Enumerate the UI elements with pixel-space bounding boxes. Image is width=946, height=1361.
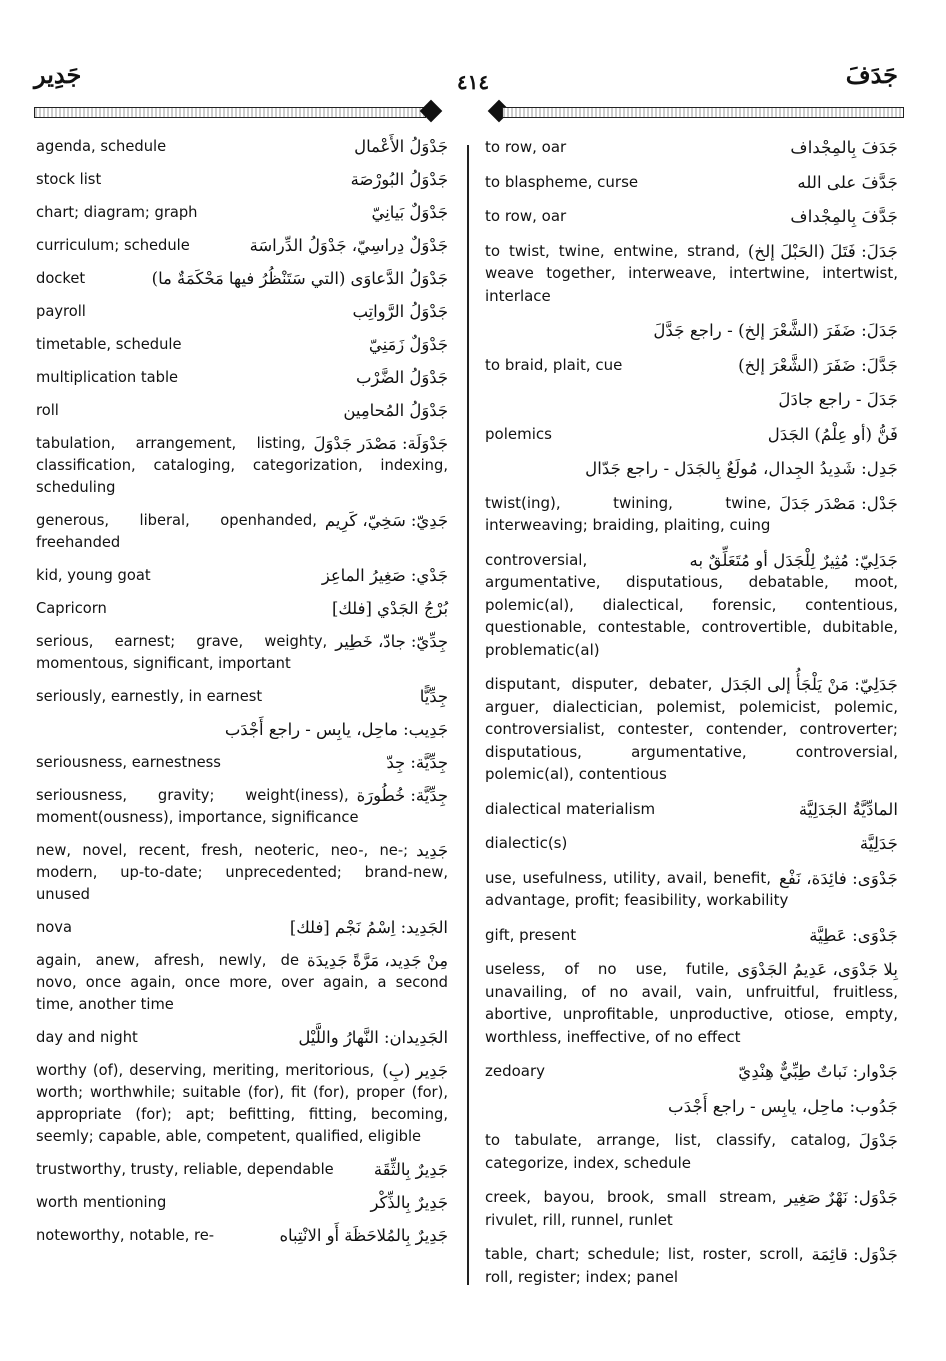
headword-arabic: جَدْوَى: عَطِيَّة (809, 924, 898, 945)
diamond-ornament-icon (420, 100, 443, 123)
dictionary-entry (485, 205, 898, 240)
dictionary-entry (485, 1060, 898, 1095)
definition-english: to row, oar (485, 138, 567, 156)
headword-arabic: جَدْوَلُ المُحامِين (343, 401, 448, 420)
headword-arabic: جَدْوَلُ البُورْصَة (350, 170, 448, 189)
dictionary-entry (485, 240, 898, 320)
definition-english: seriously, earnestly, in earnest (36, 688, 263, 705)
headword-arabic: المادِّيَّةُ الجَدَلِيَّة (798, 798, 898, 819)
definition-english: timetable, schedule (36, 336, 182, 353)
definition-english: disputant, disputer, debater, arguer, dialectician, polemist, polemicist, polemic, controversialist, contester, contender, controverter; disputatious, argumentative, controversial, polemic(al), contentious (485, 675, 898, 783)
headword-arabic: جِدِّيَّة: جِدّ (386, 753, 448, 772)
dictionary-entry (485, 136, 898, 171)
definition-english: again, anew, afresh, newly, de novo, once again, once more, over again, a second time, another time (36, 952, 448, 1013)
headword-arabic: جَدَفَ بِالمِجْداف (790, 137, 898, 157)
headword-arabic: جَدْوَلُ الرَّواتِب (352, 302, 448, 321)
cross-reference-arabic: جَدِل: شَدِيدُ الجِدال، مُولَعٌ بِالجَدَل - راجع جَدّال (585, 458, 898, 478)
headword-arabic: جَدْوَلُ الدَّعاوَى (التي سَتَنْظُرُ فيها مَحْكَمَةٌ ما) (151, 269, 448, 288)
headword-arabic: جَدِيد (416, 841, 448, 860)
dictionary-entry (485, 1095, 898, 1130)
headword-arabic: جَدْوَلُ الضَّرْب (355, 368, 448, 387)
headword-arabic: فَنُّ (أو عِلْمُ) الجَدَل (767, 423, 898, 444)
dictionary-entry (485, 1186, 898, 1243)
headword-arabic: جَدْل: مَصْدَر جَدَلَ (779, 492, 898, 513)
definition-english: payroll (36, 303, 86, 320)
dictionary-entry (485, 388, 898, 423)
definition-english: table, chart; schedule; list, roster, scroll, roll, register; index; panel (485, 1245, 804, 1286)
dictionary-entry (485, 832, 898, 867)
dictionary-entry (36, 719, 448, 752)
dictionary-entry (36, 950, 448, 1027)
headword-arabic: جَدَلِيّ: مُثِيرٌ لِلْجَدَل أو مُتَعَلِّقٌ به (689, 549, 898, 570)
dictionary-entry (36, 1159, 448, 1192)
headword-arabic: جَدِيرٌ بِالذِّكْر (370, 1193, 448, 1212)
definition-english: to twist, twine, entwine, strand, weave together, interweave, intertwine, intertwist, interlace (485, 241, 898, 305)
headword-arabic: جِدِّيّ: جادّ، خَطِير (335, 632, 448, 651)
headword-arabic: جَدَلِيَّة (859, 833, 898, 853)
dictionary-entry (36, 686, 448, 719)
dictionary-entry (36, 235, 448, 268)
headword-arabic: جَدَّفَ بِالمِجْداف (790, 206, 898, 226)
dictionary-entry (36, 565, 448, 598)
headword-arabic: جَدِيرٌ بِالمُلاحَظَة أَو الانْتِباه (279, 1226, 448, 1245)
definition-english: noteworthy, notable, re- (36, 1227, 215, 1244)
definition-english: to row, oar (485, 207, 567, 225)
dictionary-entry (485, 457, 898, 492)
headword-arabic: جَدْي: صَغِيرُ الماعِز (321, 566, 448, 585)
headword-arabic: جَدْوار: نَباتٌ طِبِّيٌّ هِنْدِيّ (738, 1061, 898, 1081)
definition-english: serious, earnest; grave, weighty, momentous, significant, important (36, 633, 328, 672)
dictionary-entry (485, 423, 898, 458)
dictionary-entry (36, 433, 448, 510)
right-column (485, 136, 898, 1300)
dictionary-entry (36, 1060, 448, 1159)
definition-english: roll (36, 402, 59, 419)
dictionary-entry (36, 917, 448, 950)
headword-arabic: بِلا جَدْوَى، عَدِيمُ الجَدْوَى (737, 959, 898, 979)
dictionary-entry (485, 171, 898, 206)
definition-english: dialectic(s) (485, 834, 568, 852)
dictionary-entry (485, 354, 898, 389)
headword-arabic: بُرْجُ الجَدْي [فلك] (331, 599, 448, 618)
definition-english: Capricorn (36, 600, 107, 617)
definition-english: dialectical materialism (485, 799, 656, 818)
definition-english: seriousness, gravity; weight(iness), moment(ousness), importance, significance (36, 787, 359, 826)
headword-arabic: مِنْ جَدِيد، مَرَّةً جَدِيدَة (307, 951, 448, 970)
headword-arabic: جَدْوَلٌ دِراسِيّ، جَدْوَلُ الدِّراسَة (249, 236, 448, 255)
headword-arabic: جَدْوَل: قائِمَة (811, 1244, 898, 1264)
definition-english: nova (36, 919, 72, 936)
definition-english: zedoary (485, 1062, 546, 1080)
headword-arabic: جَدْوَلٌ بَيانِيّ (371, 203, 448, 222)
definition-english: trustworthy, trusty, reliable, dependable (36, 1161, 334, 1178)
dictionary-entry (485, 673, 898, 798)
cross-reference-arabic: جَدِيب: ماحِل، يابِس - راجع أَجْدَب (224, 720, 448, 739)
dictionary-entry (36, 367, 448, 400)
definition-english: new, novel, recent, fresh, neoteric, neo-, ne-; modern, up-to-date; unprecedented; brand-new, unused (36, 842, 448, 903)
dictionary-entry (36, 268, 448, 301)
column-divider (467, 145, 469, 1285)
cross-reference-arabic: جَدَلَ: ضَفَرَ (الشَّعْرَ إلخ) - راجع جَدَّلَ (653, 320, 898, 340)
header-guide-word-left: جَدِير (34, 60, 82, 89)
dictionary-entry (36, 169, 448, 202)
definition-english: polemics (485, 424, 552, 443)
dictionary-entry (485, 798, 898, 833)
dictionary-entry (485, 1129, 898, 1186)
dictionary-entry (36, 752, 448, 785)
header-rule-left (34, 107, 426, 118)
header-guide-word-right: جَدَفَ (845, 60, 898, 89)
headword-arabic: جَدَلِيّ: مَنْ يَلْجَأُ إلى الجَدَل (720, 674, 898, 694)
headword-arabic: جَدَّفَ على الله (797, 171, 898, 192)
headword-arabic: الجَدِيدان: النَّهارُ واللَّيْل (298, 1028, 448, 1047)
headword-arabic: جَدْوَى: فائِدَة، نَفْع (779, 867, 898, 888)
dictionary-entry (36, 1192, 448, 1225)
headword-arabic: الجَدِيد: اِسْمُ نَجْم [فلك] (289, 918, 448, 937)
dictionary-entry (36, 1027, 448, 1060)
dictionary-entry (36, 598, 448, 631)
definition-english: to blaspheme, curse (485, 172, 639, 191)
dictionary-entry (36, 840, 448, 917)
definition-english: worthy (of), deserving, meriting, meritorious, worth; worthwhile; suitable (for), fit (for), proper (for), appropriate (for); apt; befitting, fitting, becoming, seemly; capable, able, competent, qualified, eligible (36, 1062, 448, 1145)
definition-english: agenda, schedule (36, 138, 167, 155)
definition-english: controversial, argumentative, disputatious, debatable, moot, polemic(al), dialectical, forensic, contentious, questionable, contestable, controvertible, dubitable, problematic(al) (485, 550, 898, 659)
dictionary-entry (36, 1225, 448, 1258)
headword-arabic: جَدْوَلٌ زَمَنِيّ (368, 335, 448, 354)
dictionary-entry (36, 301, 448, 334)
definition-english: to tabulate, arrange, list, classify, catalog, categorize, index, schedule (485, 1131, 851, 1172)
definition-english: multiplication table (36, 369, 179, 386)
definition-english: twist(ing), twining, twine, interweaving; braiding, plaiting, cuing (485, 493, 772, 534)
definition-english: worth mentioning (36, 1194, 167, 1211)
definition-english: chart; diagram; graph (36, 204, 198, 221)
dictionary-entry (36, 400, 448, 433)
definition-english: use, usefulness, utility, avail, benefit, advantage, profit; feasibility, workability (485, 868, 789, 909)
dictionary-entry (485, 549, 898, 674)
headword-arabic: جَدِيرٌ بِالثِّقَة (373, 1160, 448, 1179)
headword-arabic: جَدَلَ: فَتَلَ (الحَبْلَ إلخ) (747, 240, 898, 261)
dictionary-entry (485, 492, 898, 549)
definition-english: gift, present (485, 925, 577, 944)
dictionary-entry (36, 785, 448, 840)
definition-english: to braid, plait, cue (485, 355, 623, 374)
dictionary-entry (485, 867, 898, 924)
dictionary-entry (36, 631, 448, 686)
definition-english: tabulation, arrangement, listing, classification, cataloging, categorization, indexing, scheduling (36, 435, 448, 496)
headword-arabic: جَدِير (بِ) (382, 1061, 448, 1080)
headword-arabic: جَدْوَلَ (858, 1130, 898, 1150)
cross-reference-arabic: جَدَلَ - راجع جادَلَ (778, 389, 898, 409)
cross-reference-arabic: جَدُوب: ماحِل، يابِس - راجع أَجْدَب (668, 1095, 898, 1116)
dictionary-entry (36, 510, 448, 565)
dictionary-entry (36, 334, 448, 367)
dictionary-entry (485, 958, 898, 1060)
dictionary-entry (485, 1243, 898, 1300)
dictionary-entry (485, 319, 898, 354)
left-column (36, 136, 448, 1258)
definition-english: day and night (36, 1029, 138, 1046)
dictionary-entry (485, 924, 898, 959)
page-number: ٤١٤ (456, 70, 490, 94)
definition-english: seriousness, earnestness (36, 754, 221, 771)
definition-english: creek, bayou, brook, small stream, rivulet, rill, runnel, runlet (485, 1188, 777, 1229)
headword-arabic: جَدَّلَ: ضَفَرَ (الشَّعْرَ إلخ) (738, 354, 898, 375)
definition-english: kid, young goat (36, 567, 151, 584)
dictionary-entry (36, 202, 448, 235)
definition-english: curriculum; schedule (36, 237, 190, 254)
headword-arabic: جِدِّيًّا (419, 687, 448, 706)
definition-english: generous, liberal, openhanded, freehanded (36, 512, 317, 551)
dictionary-entry (36, 136, 448, 169)
headword-arabic: جَدْوَلُ الأَعْمال (354, 137, 448, 156)
header-rule-right (502, 107, 904, 118)
definition-english: useless, of no use, futile, unavailing, of no avail, vain, unfruitful, fruitless, abortive, unprofitable, unproductive, otiose, empty, worthless, ineffective, of no effect (485, 960, 898, 1046)
headword-arabic: جَدِيّ: سَخِيّ، كَرِيم (324, 511, 448, 530)
definition-english: docket (36, 270, 86, 287)
headword-arabic: جِدِّيَّة: خُطُورَة (356, 786, 448, 805)
headword-arabic: جَدْوَلَة: مَصْدَر جَدْوَلَ (313, 434, 448, 453)
headword-arabic: جَدْوَل: نَهْرٌ صَغِير (784, 1187, 898, 1207)
definition-english: stock list (36, 171, 102, 188)
